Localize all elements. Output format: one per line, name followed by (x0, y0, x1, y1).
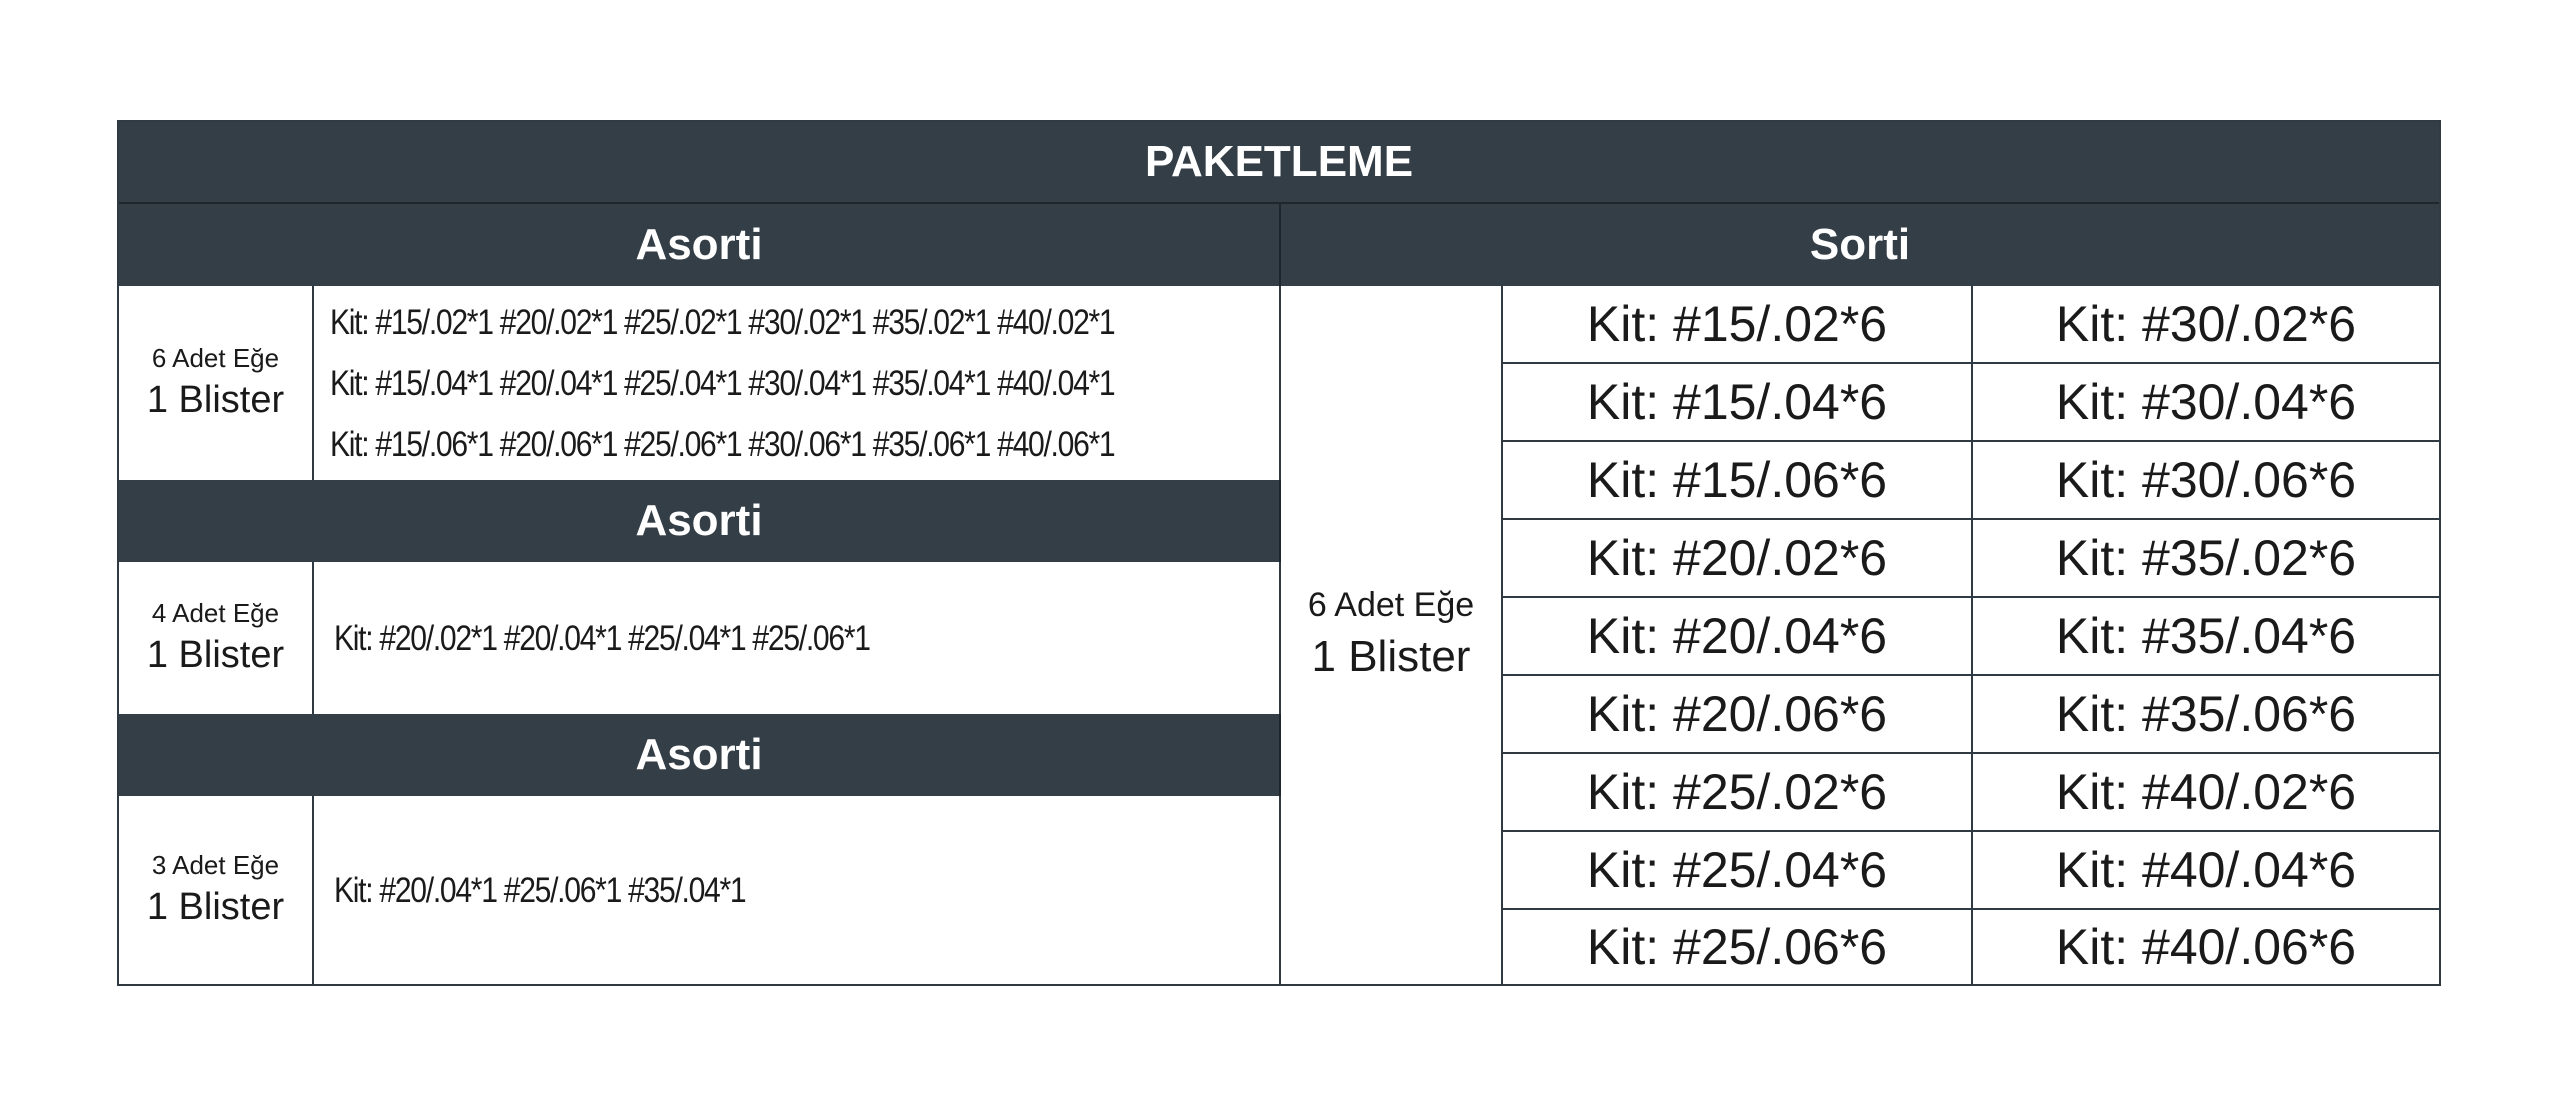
table-title-text: PAKETLEME (1144, 137, 1414, 186)
asorti-2-kits (314, 562, 1281, 714)
sorti-kit-cell: Kit: #15/.04*6 (1503, 364, 1973, 442)
sorti-kit-grid (1503, 286, 2439, 984)
asorti-1-blister: 1 Blister (146, 379, 285, 421)
sorti-kit-cell: Kit: #15/.06*6 (1503, 442, 1973, 520)
sorti-blister: 1 Blister (1311, 632, 1471, 681)
sorti-kit-cell: Kit: #20/.06*6 (1503, 676, 1973, 754)
sorti-kit-cell: Kit: #25/.06*6 (1503, 910, 1973, 984)
asorti-2-line-1: Kit: #20/.02*1 #20/.04*1 #25/.04*1 #25/.06*1 (334, 618, 870, 658)
asorti-1-kits (314, 286, 1281, 480)
asorti-1-line-2: Kit: #15/.04*1 #20/.04*1 #25/.04*1 #30/.04*1 #35/.04*1 #40/.04*1 (330, 363, 1115, 403)
asorti-header-2 (119, 480, 1281, 562)
sorti-kit-cell: Kit: #30/.06*6 (1973, 442, 2439, 520)
sorti-kit-cell: Kit: #15/.02*6 (1503, 286, 1973, 364)
sorti-kit-cell: Kit: #35/.06*6 (1973, 676, 2439, 754)
sorti-kit-cell: Kit: #40/.02*6 (1973, 754, 2439, 832)
asorti-3-blister: 1 Blister (146, 886, 285, 928)
asorti-3-kits (314, 796, 1281, 984)
asorti-2-blister: 1 Blister (146, 634, 285, 676)
sorti-kit-cell: Kit: #25/.04*6 (1503, 832, 1973, 910)
sorti-kit-cell: Kit: #40/.04*6 (1973, 832, 2439, 910)
sorti-kit-cell: Kit: #20/.04*6 (1503, 598, 1973, 676)
asorti-header-3 (119, 714, 1281, 796)
sorti-header (1281, 204, 2439, 286)
asorti-2-count: 4 Adet Eğe (151, 598, 280, 628)
sorti-header-text: Sorti (1809, 220, 1911, 269)
asorti-1-line-1: Kit: #15/.02*1 #20/.02*1 #25/.02*1 #30/.02*1 #35/.02*1 #40/.02*1 (330, 302, 1115, 342)
sorti-count: 6 Adet Eğe (1307, 586, 1475, 624)
asorti-header-2-text: Asorti (635, 496, 763, 545)
asorti-header-1 (119, 204, 1281, 286)
asorti-3-count: 3 Adet Eğe (151, 850, 280, 880)
sorti-kit-cell: Kit: #25/.02*6 (1503, 754, 1973, 832)
asorti-1-label-cell (119, 286, 314, 480)
sorti-kit-cell: Kit: #40/.06*6 (2055, 919, 2357, 975)
asorti-3-label-cell (119, 796, 314, 984)
asorti-3-line-1: Kit: #20/.04*1 #25/.06*1 #35/.04*1 (334, 870, 746, 910)
sorti-kit-cell: Kit: #30/.04*6 (1973, 364, 2439, 442)
sorti-kit-cell: Kit: #20/.02*6 (1503, 520, 1973, 598)
asorti-2-label-cell (119, 562, 314, 714)
packaging-table (117, 120, 2441, 986)
sorti-kit-cell: Kit: #30/.02*6 (1973, 286, 2439, 364)
asorti-header-3-text: Asorti (635, 730, 763, 779)
sorti-kit-cell: Kit: #35/.04*6 (1973, 598, 2439, 676)
asorti-1-line-3: Kit: #15/.06*1 #20/.06*1 #25/.06*1 #30/.06*1 #35/.06*1 #40/.06*1 (330, 424, 1115, 464)
sorti-kit-cell: Kit: #35/.02*6 (1973, 520, 2439, 598)
table-title (119, 122, 2439, 204)
asorti-header-1-text: Asorti (635, 220, 763, 269)
sorti-label-cell (1281, 286, 1503, 984)
asorti-1-count: 6 Adet Eğe (151, 343, 280, 373)
